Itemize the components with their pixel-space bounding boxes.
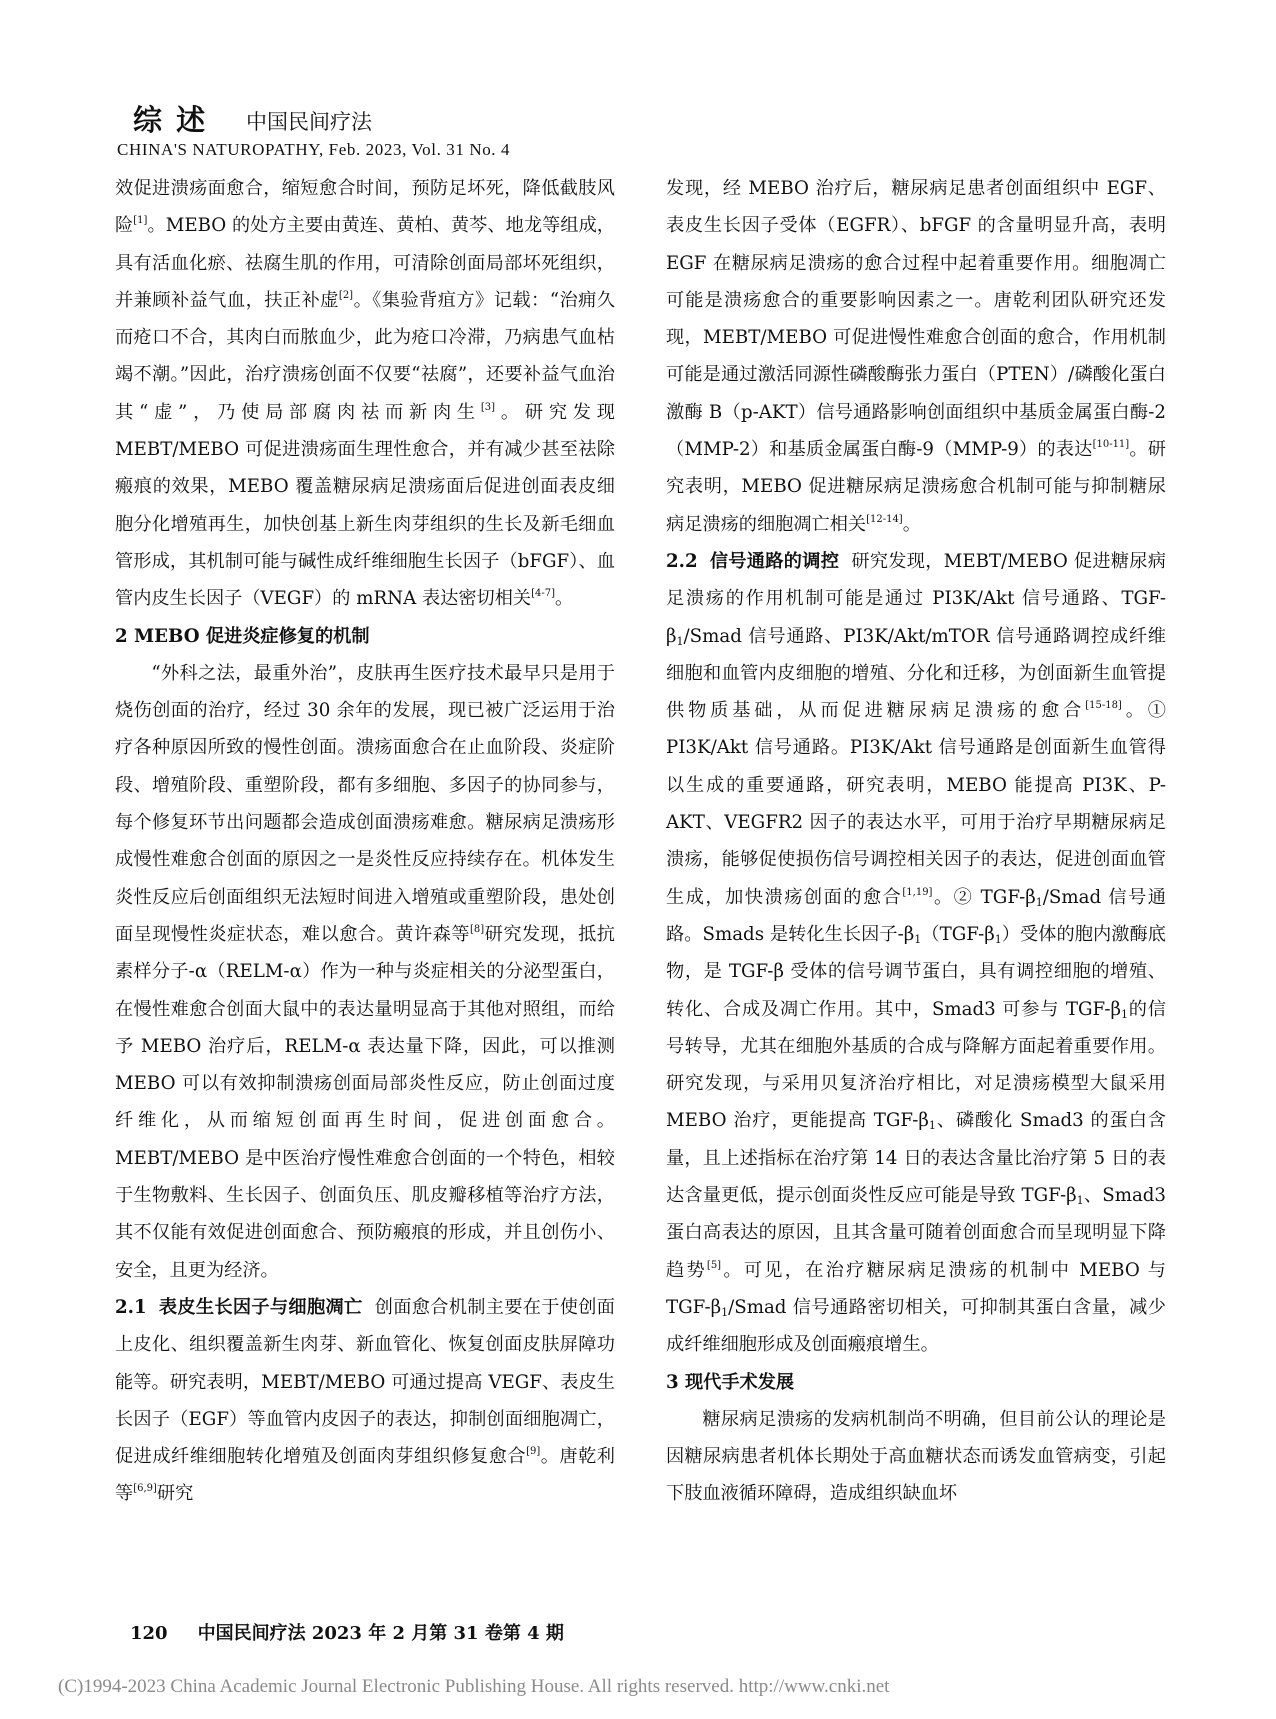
journal-name-cn: 中国民间疗法: [246, 110, 372, 134]
paragraph: 发现，经 MEBO 治疗后，糖尿病足患者创面组织中 EGF、表皮生长因子受体（EGFR）、bFGF 的含量明显升高，表明 EGF 在糖尿病足溃疡的愈合过程中起着重要作用。细胞凋亡可能是溃疡愈合的重要影响因素之一。唐乾利团队研究还发现，MEBT/MEBO 可促进慢性难愈合创面的愈合，作用机制可能是通过激活同源性磷酸酶张力蛋白（PTEN）/磷酸化蛋白激酶 B（p-AKT）信号通路影响创面组织中基质金属蛋白酶-2（MMP-2）和基质金属蛋白酶-9（MMP-9）的表达[10-11]。研究表明，MEBO 促进糖尿病足溃疡愈合机制可能与抑制糖尿病足溃疡的细胞凋亡相关[12-14]。: [666, 178, 1166, 535]
citation-ref: [5]: [706, 1259, 722, 1271]
citation-ref: [8]: [470, 923, 485, 935]
page-footer: [130, 1619, 564, 1645]
subsection-paragraph: 2.1 表皮生长因子与细胞凋亡 创面愈合机制主要在于使创面上皮化、组织覆盖新生肉芽、新血管化、恢复创面皮肤屏障功能等。研究表明，MEBT/MEBO 可通过提高 VEGF、表皮生长因子（EGF）等血管内皮因子的表达，抑制创面细胞凋亡，促进成纤维细胞转化增殖及创面肉芽组织修复愈合[9]。唐乾利等[6,9]研究: [115, 1296, 615, 1505]
subsection-number: 2.2: [666, 550, 698, 572]
journal-issue-line: CHINA'S NATUROPATHY, Feb. 2023, Vol. 31 No. 4: [117, 140, 511, 159]
subsection-paragraph: 2.2 信号通路的调控 研究发现，MEBT/MEBO 促进糖尿病足溃疡的作用机制可能是通过 PI3K/Akt 信号通路、TGF-$\beta_1$/Smad 信号通路、PI3K/Akt/mTOR 信号通路调控成纤维细胞和血管内皮细胞的增殖、分化和迁移，为创面新生血管提供物质基础，从而促进糖尿病足溃疡的愈合[15-18]。① PI3K/Akt 信号通路。PI3K/Akt 信号通路是创面新生血管得以生成的重要通路，研究表明，MEBO 能提高 PI3K、P-AKT、VEGFR2 因子的表达水平，可用于治疗早期糖尿病足溃疡，能够促使损伤信号调控相关因子的表达，促进创面血管生成，加快溃疡创面的愈合[1,19]。② TGF-$\beta_1$/Smad 信号通路。Smads 是转化生长因子$-\beta_1(TGF-\beta_1)$受体的胞内激酶底物，是 TGF-β 受体的信号调节蛋白，具有调控细胞的增殖、转化、合成及凋亡作用。其中，Smad3 可参与 TGF-$\beta_1$的信号转导，尤其在细胞外基质的合成与降解方面起着重要作用。研究发现，与采用贝复济治疗相比，对足溃疡模型大鼠采用 MEBO 治疗，更能提高 TGF-$\beta_1$、磷酸化 Smad3 的蛋白含量，且上述指标在治疗第 14 日的表达含量比治疗第 5 日的表达含量更低，提示创面炎性反应可能是导致 TGF-$\beta_1$、Smad3 蛋白高表达的原因，且其含量可随着创面愈合而呈现明显下降趋势[5]。可见，在治疗糖尿病足溃疡的机制中 MEBO 与 TGF-$\beta_1$/Smad 信号通路密切相关，可抑制其蛋白含量，减少成纤维细胞形成及创面瘢痕增生。: [666, 550, 1167, 1356]
citation-ref: [15-18]: [1085, 700, 1122, 712]
section-heading: 3 现代手术发展: [666, 1371, 795, 1393]
subsection-number: 2.1: [115, 1296, 147, 1318]
left-column: [115, 170, 615, 1513]
citation-ref: [2]: [338, 289, 354, 301]
page-number: 120: [130, 1623, 168, 1644]
copyright-notice: (C)1994-2023 China Academic Journal Electronic Publishing House. All rights reserved. http://www.cnki.net: [58, 1676, 890, 1697]
citation-ref: [9]: [526, 1446, 541, 1458]
paragraph: “外科之法，最重外治”，皮肤再生医疗技术最早只是用于烧伤创面的治疗，经过 30 余年的发展，现已被广泛运用于治疗各种原因所致的慢性创面。溃疡面愈合在止血阶段、炎症阶段、增殖阶段、重塑阶段，都有多细胞、多因子的协同参与，每个修复环节出问题都会造成创面溃疡难愈。糖尿病足溃疡形成慢性难愈合创面的原因之一是炎性反应持续存在。机体发生炎性反应后创面组织无法短时间进入增殖或重塑阶段，患处创面呈现慢性炎症状态，难以愈合。黄许森等[8]研究发现，抵抗素样分子-α（RELM-α）作为一种与炎症相关的分泌型蛋白，在慢性难愈合创面大鼠中的表达量明显高于其他对照组，而给予 MEBO 治疗后，RELM-α 表达量下降，因此，可以推测 MEBO 可以有效抑制溃疡创面局部炎性反应，防止创面过度纤维化，从而缩短创面再生时间，促进创面愈合。MEBT/MEBO 是中医治疗慢性难愈合创面的一个特色，相较于生物敷料、生长因子、创面负压、肌皮瓣移植等治疗方法，其不仅能有效促进创面愈合、预防瘢痕的形成，并且创伤小、安全，且更为经济。: [115, 662, 615, 1281]
citation-ref: [1]: [133, 215, 148, 227]
section-label: 综 述: [133, 103, 208, 137]
subsection-title: 信号通路的调控: [709, 550, 840, 572]
citation-ref: [3]: [480, 401, 496, 413]
paragraph: 糖尿病足溃疡的发病机制尚不明确，但目前公认的理论是因糖尿病患者机体长期处于高血糖状态而诱发血管病变，引起下肢血液循环障碍，造成组织缺血坏: [666, 1408, 1166, 1505]
citation-ref: [6,9]: [133, 1483, 157, 1495]
citation-ref: [4-7]: [531, 588, 556, 600]
citation-ref: [10-11]: [1092, 439, 1130, 451]
subsection-title: 表皮生长因子与细胞凋亡: [158, 1296, 363, 1318]
citation-ref: [1,19]: [902, 886, 933, 898]
citation-ref: [12-14]: [866, 513, 903, 525]
right-column: [666, 170, 1166, 1513]
footer-journal-issue: 中国民间疗法 2023 年 2 月第 31 卷第 4 期: [197, 1623, 564, 1644]
paragraph: 效促进溃疡面愈合，缩短愈合时间，预防足坏死，降低截肢风险[1]。MEBO 的处方主要由黄连、黄柏、黄芩、地龙等组成，具有活血化瘀、祛腐生肌的作用，可清除创面局部坏死组织，并兼顾补益气血，扶正补虚[2]。《集验背疽方》记载：“治痈久而疮口不合，其肉白而脓血少，此为疮口冷滞，乃病患气血枯竭不潮。”因此，治疗溃疡创面不仅要“祛腐”，还要补益气血治其“虚”，乃使局部腐肉祛而新肉生[3]。研究发现 MEBT/MEBO 可促进溃疡面生理性愈合，并有减少甚至祛除瘢痕的效果，MEBO 覆盖糖尿病足溃疡面后促进创面表皮细胞分化增殖再生，加快创基上新生肉芽组织的生长及新毛细血管形成，其机制可能与碱性成纤维细胞生长因子（bFGF）、血管内皮生长因子（VEGF）的 mRNA 表达密切相关[4-7]。: [115, 178, 615, 610]
section-heading: 2 MEBO 促进炎症修复的机制: [115, 625, 370, 647]
